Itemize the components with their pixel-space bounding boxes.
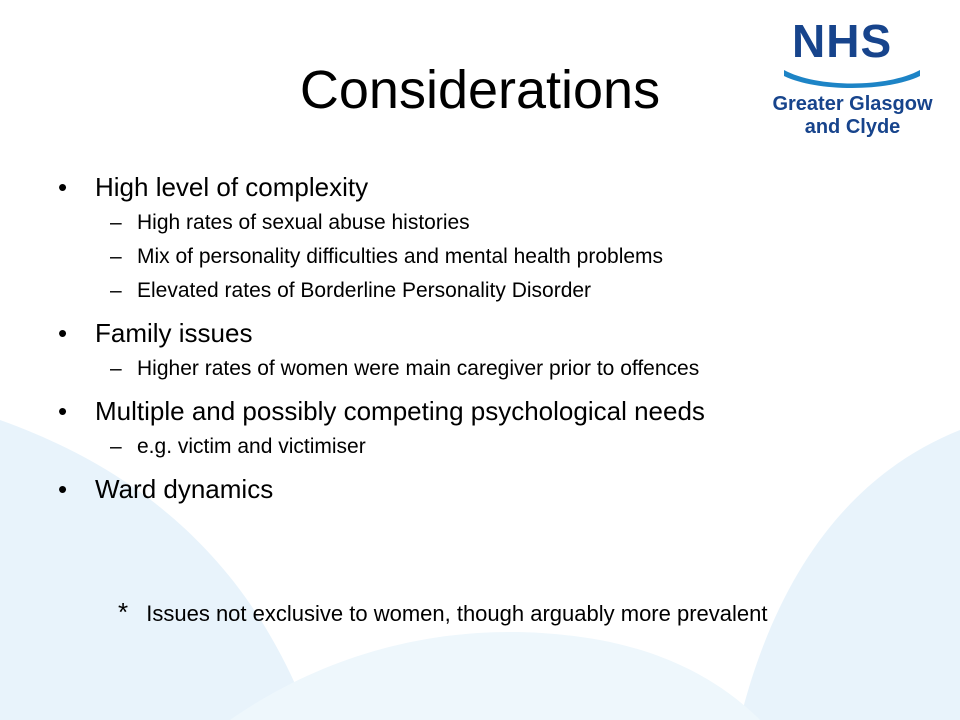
bullet-dot: • (58, 172, 68, 202)
sub-bullet-dash: – (110, 279, 122, 302)
bullet-dot: • (58, 318, 68, 348)
sub-bullet-dash: – (110, 435, 122, 458)
bullet-text: Ward dynamics (95, 474, 274, 504)
sub-bullet-text: Mix of personality difficulties and mental health problems (137, 245, 664, 268)
logo-line-1: Greater Glasgow (772, 93, 933, 115)
sub-bullet-item (58, 240, 918, 274)
bullet-item (58, 168, 918, 206)
sub-bullet-item (58, 430, 918, 464)
bullet-list (58, 168, 918, 508)
sub-bullet-dash: – (110, 211, 122, 234)
bullet-text: Multiple and possibly competing psychological needs (95, 396, 705, 426)
sub-bullet-dash: – (110, 245, 122, 268)
bullet-dot: • (58, 396, 68, 426)
bullet-dot: • (58, 474, 68, 504)
sub-bullet-text: e.g. victim and victimiser (137, 435, 366, 458)
bullet-item (58, 470, 918, 508)
bullet-text: High level of complexity (95, 172, 369, 202)
sub-bullet-text: High rates of sexual abuse histories (137, 211, 470, 234)
sub-bullet-item (58, 274, 918, 308)
sub-bullet-text: Higher rates of women were main caregiver prior to offences (137, 357, 700, 380)
footnote-text: Issues not exclusive to women, though arguably more prevalent (146, 601, 768, 626)
bullet-text: Family issues (95, 318, 253, 348)
slide-title: Considerations (299, 60, 661, 120)
footnote (118, 595, 938, 631)
center-wave (230, 632, 760, 720)
logo-line-2: and Clyde (804, 116, 901, 138)
sub-bullet-item (58, 352, 918, 386)
sub-bullet-text: Elevated rates of Borderline Personality Disorder (137, 279, 592, 302)
logo-wordmark: NHS (792, 15, 893, 67)
sub-bullet-dash: – (110, 357, 122, 380)
footnote-asterisk: * (118, 597, 129, 627)
sub-bullet-item (58, 206, 918, 240)
bullet-item (58, 392, 918, 430)
bullet-item (58, 314, 918, 352)
